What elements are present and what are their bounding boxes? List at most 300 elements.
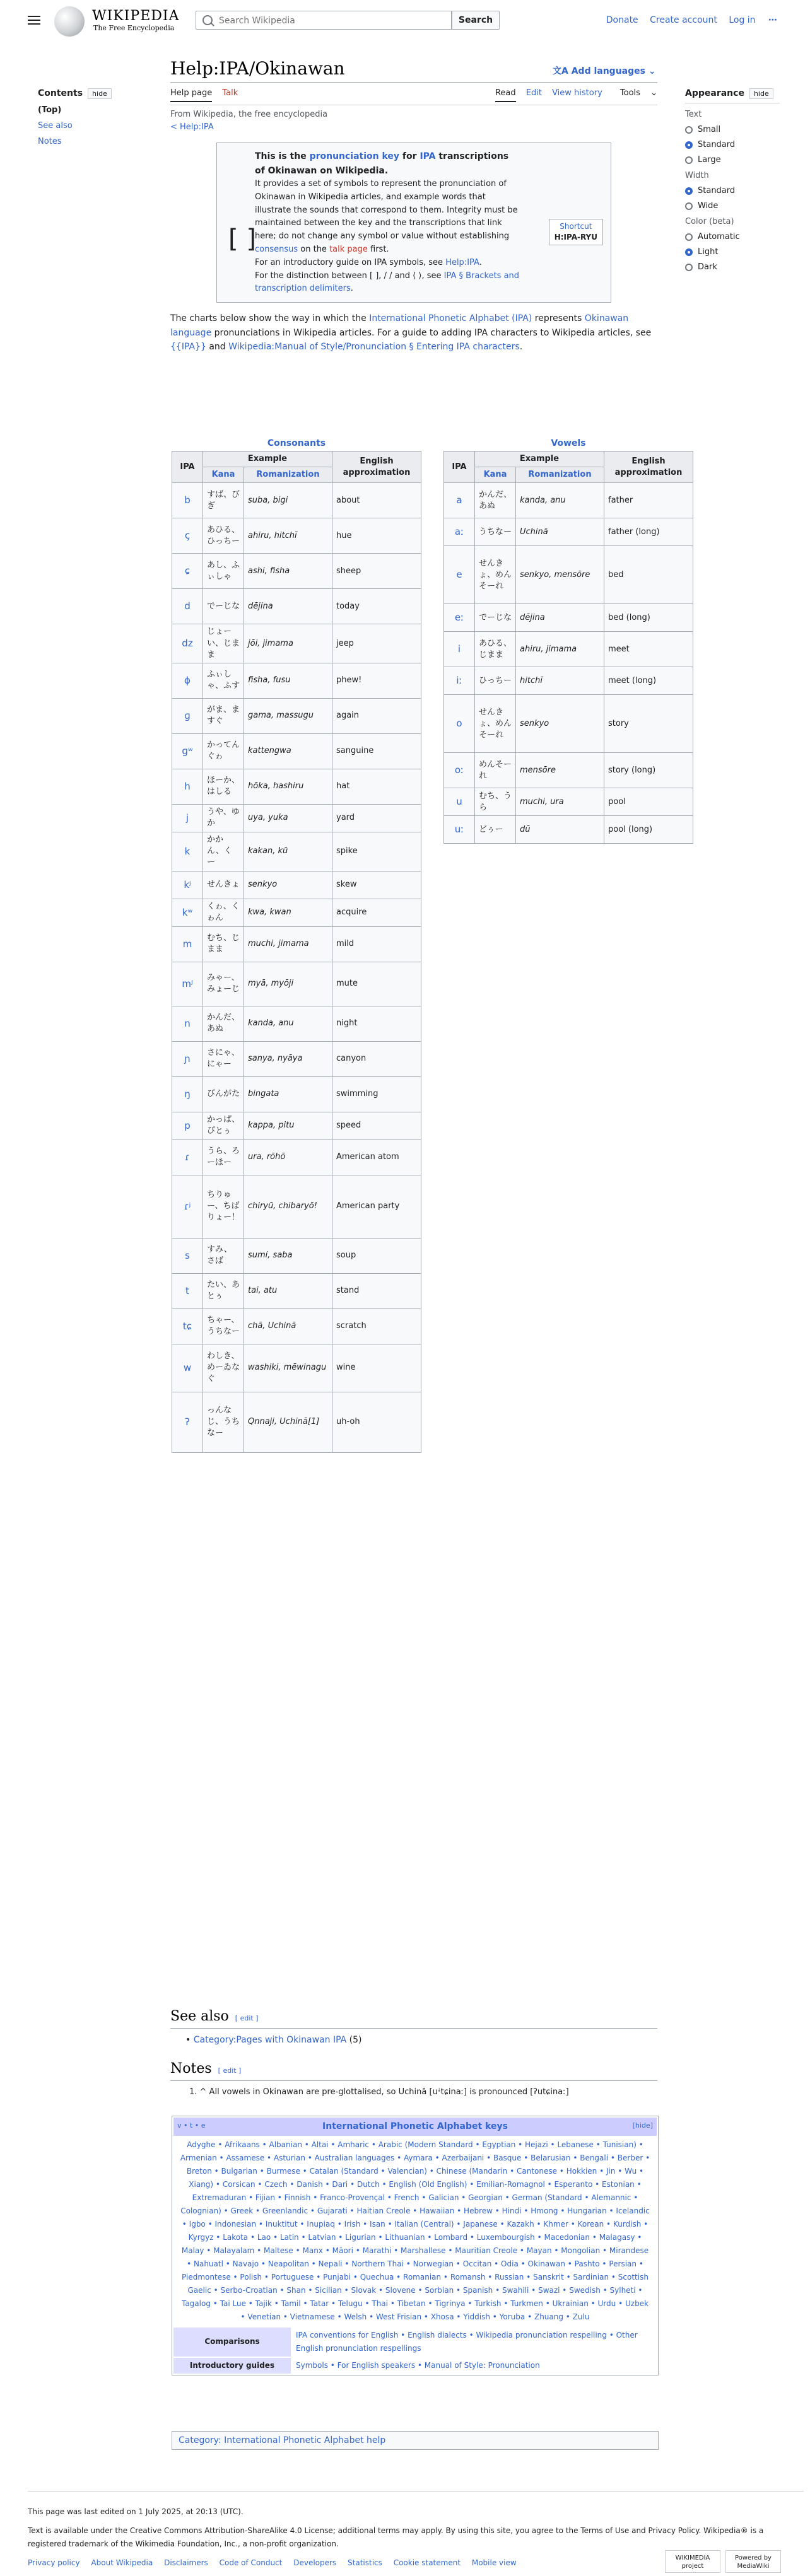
kana-cell: わしき、めーゐなぐ — [203, 1344, 244, 1392]
powered-by-mediawiki-badge[interactable]: Powered by MediaWiki — [725, 2550, 781, 2573]
key-intro-a: This is the — [255, 151, 310, 162]
english-approximation-cell: wine — [332, 1344, 421, 1392]
footer-link-mobile[interactable]: Mobile view — [471, 2558, 517, 2568]
kana-cell: せんきょ — [203, 871, 244, 899]
kana-cell: かんだ、あぬ — [475, 483, 516, 518]
romanization-cell: fisha, fusu — [244, 663, 332, 698]
romanization-cell: kwa, kwan — [244, 899, 332, 926]
create-account-link[interactable]: Create account — [650, 15, 717, 25]
table-row — [172, 483, 421, 518]
english-approximation-cell: speed — [332, 1112, 421, 1139]
col-ipa: IPA — [172, 452, 203, 483]
kana-cell: かんだ、あぬ — [203, 1006, 244, 1041]
ipa-symbol-link[interactable]: mʲ — [172, 962, 203, 1006]
tab-help-page[interactable]: Help page — [170, 88, 212, 102]
kana-cell: すば、びぎ — [203, 483, 244, 518]
kana-cell: うら、ろーほー — [203, 1139, 244, 1175]
toc-item-see-also[interactable]: See also — [38, 121, 73, 131]
tab-talk[interactable]: Talk — [222, 88, 238, 98]
radio-label: Standard — [698, 186, 736, 195]
category-ipa-help[interactable]: International Phonetic Alphabet help — [224, 2435, 386, 2445]
intro-paragraph — [170, 312, 657, 354]
chevron-down-icon: ⌄ — [645, 66, 656, 76]
ipa-symbol-link[interactable]: ɡ — [172, 698, 203, 733]
english-approximation-cell: bed (long) — [604, 604, 693, 632]
col-romanization[interactable]: Romanization — [244, 467, 332, 483]
key-on-the: on the — [298, 245, 330, 255]
kana-cell: あひる、じまま — [475, 632, 516, 667]
kana-cell: かってんぐゎ — [203, 733, 244, 769]
col-english: English approximation — [332, 452, 421, 483]
ipa-symbol-link[interactable]: ɾ — [172, 1139, 203, 1175]
english-approximation-cell: pool (long) — [604, 816, 693, 844]
romanization-cell: myā, myōji — [244, 962, 332, 1006]
kana-cell: あし、ふぃしゃ — [203, 554, 244, 589]
consonants-caption[interactable]: Consonants — [267, 438, 326, 448]
width-wide-radio[interactable] — [685, 201, 780, 211]
main-menu-icon[interactable] — [28, 14, 40, 25]
footer-link-conduct[interactable]: Code of Conduct — [219, 2558, 283, 2568]
ipa-symbol-link[interactable]: k — [172, 832, 203, 871]
english-approximation-cell: soup — [332, 1238, 421, 1273]
table-row — [172, 1392, 421, 1452]
text-large-radio[interactable] — [685, 155, 780, 165]
footer-link-statistics[interactable]: Statistics — [348, 2558, 382, 2568]
wikipedia-globe-logo[interactable] — [54, 6, 85, 37]
ipa-symbol-link[interactable]: oː — [444, 753, 475, 788]
table-row — [172, 554, 421, 589]
romanization-cell: kakan, kū — [244, 832, 332, 871]
guide-text: For an introductory guide on IPA symbols, see — [255, 257, 446, 267]
romanization-cell: dējina — [244, 589, 332, 624]
page-title: Help:IPA/Okinawan — [170, 58, 345, 79]
kana-cell: でーじな — [203, 589, 244, 624]
wikimedia-project-badge[interactable]: WIKIMEDIA project — [665, 2550, 720, 2573]
kana-cell: めんそーれ — [475, 753, 516, 788]
width-label: Width — [685, 171, 709, 180]
romanization-cell: kanda, anu — [516, 483, 604, 518]
navbox-vte-links[interactable]: v • t • e — [177, 2121, 206, 2130]
tools-label: Tools — [619, 88, 640, 98]
radio-label: Dark — [698, 262, 717, 272]
navbox-group-links[interactable]: Symbols • For English speakers • Manual of Style: Pronunciation — [291, 2358, 657, 2374]
kana-cell: みゃー、みょーじ — [203, 962, 244, 1006]
table-row — [172, 871, 421, 899]
okinawan-language-link[interactable]: Okinawan language — [170, 313, 629, 338]
navbox-title-bar — [173, 2118, 657, 2136]
romanization-cell: washiki, mēwinagu — [244, 1344, 332, 1392]
ipa-symbol-link[interactable]: d — [172, 589, 203, 624]
english-approximation-cell: scratch — [332, 1308, 421, 1344]
key-paragraph: It provides a set of symbols to represent the pronunciation of Okinawan in Wikipedia articles, and example words that illustrate the sounds that correspond to them. Integrity must be maintained between the key and the transcriptions that link here; do not change any symbol or value without establishing — [255, 179, 518, 242]
english-approximation-cell: meet (long) — [604, 667, 693, 695]
pronunciation-key-box: [ ] This is the pronunciation key for IPA transcriptions of Okinawan on Wikipedia. It provides a set of symbols to represent the pronunciation of Okinawan in Wikipedia articles, and example words that illustrate the sounds that correspond to them. Integrity must be maintained between the key and the transcriptions that link here; do not change any symbol or value without establishing consensus on the talk page first. For an introductory guide on IPA symbols, see Help:IPA. For the distinction between [ ], / / and ⟨ ⟩, see IPA § Brackets and transcription delimiters. Shortcut H:IPA-RYU — [216, 143, 611, 303]
radio-icon — [685, 202, 693, 210]
romanization-cell: ashi, fisha — [244, 554, 332, 589]
vowels-caption[interactable]: Vowels — [551, 438, 586, 448]
pronunciation-key-link[interactable]: pronunciation key — [309, 151, 400, 162]
ipa-symbol-link[interactable]: ŋ — [172, 1076, 203, 1112]
radio-icon — [685, 233, 693, 241]
see-also-heading: See also — [170, 2008, 229, 2024]
table-row — [172, 1139, 421, 1175]
romanization-cell: ahiru, hitchī — [244, 518, 332, 554]
table-row — [172, 733, 421, 769]
table-row — [172, 1273, 421, 1308]
kana-cell: ふぃしゃ、ふす — [203, 663, 244, 698]
english-approximation-cell: American party — [332, 1175, 421, 1238]
vowels-table — [443, 451, 693, 844]
personal-tools — [597, 15, 778, 25]
col-ipa: IPA — [444, 452, 475, 483]
romanization-cell: dū — [516, 816, 604, 844]
english-approximation-cell: father (long) — [604, 518, 693, 546]
ipa-symbol-link[interactable]: b — [172, 483, 203, 518]
toc-heading: Contents — [38, 88, 83, 98]
table-row — [172, 624, 421, 663]
page-footer — [28, 2491, 804, 2570]
english-approximation-cell: hue — [332, 518, 421, 554]
ipa-symbol-link[interactable]: ɸ — [172, 663, 203, 698]
add-languages-button[interactable] — [553, 64, 656, 77]
toc-item-notes[interactable]: Notes — [38, 137, 62, 146]
kana-cell: せんきょ、めんそーれ — [475, 695, 516, 753]
english-approximation-cell: meet — [604, 632, 693, 667]
kana-cell: さにゃ、にゃー — [203, 1041, 244, 1076]
table-of-contents — [38, 88, 112, 146]
table-row — [172, 589, 421, 624]
ipa-symbol-link[interactable]: uː — [444, 816, 475, 844]
kana-cell: たい、あとぅ — [203, 1273, 244, 1308]
radio-label: Light — [698, 247, 719, 257]
romanization-cell: jōi, jimama — [244, 624, 332, 663]
ipa-keys-navbox — [172, 2116, 659, 2375]
category-count: (5) — [346, 2035, 362, 2045]
english-approximation-cell: bed — [604, 546, 693, 604]
romanization-cell: bingata — [244, 1076, 332, 1112]
text-size-label: Text — [685, 110, 702, 119]
col-example: Example — [203, 452, 332, 467]
categories-label[interactable]: Category: — [179, 2435, 221, 2445]
category-box — [172, 2431, 659, 2450]
navbox-row-guides — [173, 2357, 657, 2374]
navbox-title[interactable]: International Phonetic Alphabet keys — [322, 2121, 508, 2131]
ipa-symbol-link[interactable]: ç — [172, 518, 203, 554]
kana-cell: じょーい、じまま — [203, 624, 244, 663]
ipa-symbol-link[interactable]: kʲ — [172, 871, 203, 899]
notes-edit-link[interactable]: [ edit ] — [218, 2066, 242, 2075]
more-options-icon[interactable]: ⋯ — [768, 15, 777, 25]
ipa-symbol-link[interactable]: kʷ — [172, 899, 203, 926]
table-row — [444, 816, 693, 844]
table-row — [172, 1344, 421, 1392]
navbox-group-label: Introductory guides — [173, 2358, 291, 2374]
color-automatic-radio[interactable] — [685, 232, 780, 242]
english-approximation-cell: swimming — [332, 1076, 421, 1112]
table-row — [172, 698, 421, 733]
title-divider — [170, 82, 657, 83]
radio-selected-icon — [685, 248, 693, 256]
ipa-symbol-link[interactable]: w — [172, 1344, 203, 1392]
romanization-cell: sumi, saba — [244, 1238, 332, 1273]
romanization-cell: hitchī — [516, 667, 604, 695]
romanization-cell: chā, Uchinā — [244, 1308, 332, 1344]
col-example: Example — [475, 452, 604, 467]
search-button[interactable]: Search — [452, 11, 500, 30]
donate-link[interactable]: Donate — [606, 15, 638, 25]
kana-cell: かかん、くー — [203, 832, 244, 871]
ipa-symbol-link[interactable]: iː — [444, 667, 475, 695]
ipa-symbol-link[interactable]: p — [172, 1112, 203, 1139]
table-row — [172, 1112, 421, 1139]
table-row — [444, 546, 693, 604]
tab-view-history[interactable]: View history — [552, 88, 602, 98]
ipa-symbol-link[interactable]: eː — [444, 604, 475, 632]
main-content — [170, 108, 657, 354]
romanization-cell: ura, rōhō — [244, 1139, 332, 1175]
english-approximation-cell: hat — [332, 769, 421, 804]
table-row — [172, 1175, 421, 1238]
english-approximation-cell: about — [332, 483, 421, 518]
okinawan-ipa-category-link[interactable]: Category:Pages with Okinawan IPA — [193, 2035, 347, 2045]
ipa-symbol-link[interactable]: s — [172, 1238, 203, 1273]
text-standard-radio[interactable] — [685, 140, 780, 149]
consensus-link[interactable]: consensus — [255, 245, 298, 255]
english-approximation-cell: stand — [332, 1273, 421, 1308]
search-box[interactable] — [196, 11, 452, 30]
navbox-hide-button[interactable]: [hide] — [632, 2121, 653, 2130]
section-divider — [170, 2080, 657, 2081]
col-kana[interactable]: Kana — [203, 467, 244, 483]
appearance-panel — [685, 88, 780, 277]
ipa-symbol-link[interactable]: i — [444, 632, 475, 667]
romanization-cell: dējina — [516, 604, 604, 632]
see-also-edit-link[interactable]: [ edit ] — [235, 2014, 259, 2022]
col-romanization[interactable]: Romanization — [516, 467, 604, 483]
table-row — [444, 695, 693, 753]
note-1: 1. ^ All vowels in Okinawan are pre-glottalised, so Uchinā [uꜜtɕinaː] is pronounced [ʔutɕinaː] — [189, 2087, 569, 2097]
intro-text: pronunciations in Wikipedia articles. For a guide to adding IPA characters to Wikipedia articles, see — [211, 327, 652, 338]
ipa-symbol-link[interactable]: ɲ — [172, 1041, 203, 1076]
romanization-cell: muchi, ura — [516, 788, 604, 816]
header-bar — [0, 0, 810, 40]
table-row — [172, 1041, 421, 1076]
ipa-link[interactable]: IPA — [420, 151, 436, 162]
english-approximation-cell: American atom — [332, 1139, 421, 1175]
add-languages-label: Add languages — [571, 66, 645, 76]
romanization-cell: muchi, jimama — [244, 926, 332, 962]
search-icon — [202, 15, 213, 25]
romanization-cell: senkyo — [516, 695, 604, 753]
romanization-cell: sanya, nyāya — [244, 1041, 332, 1076]
kana-cell: どぅー — [475, 816, 516, 844]
table-row — [444, 667, 693, 695]
ipa-symbol-link[interactable]: ɕ — [172, 554, 203, 589]
section-divider — [170, 2028, 657, 2029]
kana-cell: くゎ、くゎん — [203, 899, 244, 926]
table-row — [172, 926, 421, 962]
logo-tagline: The Free Encyclopedia — [93, 24, 175, 32]
romanization-cell: kappa, pitu — [244, 1112, 332, 1139]
ipa-symbol-link[interactable]: ʔ — [172, 1392, 203, 1452]
kana-cell: せんきょ、めんそーれ — [475, 546, 516, 604]
radio-label: Small — [698, 125, 721, 134]
table-row — [444, 604, 693, 632]
text-small-radio[interactable] — [685, 125, 780, 134]
radio-icon — [685, 156, 693, 164]
col-english: English approximation — [604, 452, 693, 483]
ipa-symbol-link[interactable]: a — [444, 483, 475, 518]
english-approximation-cell: night — [332, 1006, 421, 1041]
radio-icon — [685, 126, 693, 134]
color-light-radio[interactable] — [685, 247, 780, 257]
footer-link-privacy[interactable]: Privacy policy — [28, 2558, 80, 2568]
notes-section — [170, 2061, 657, 2097]
footer-link-cookies[interactable]: Cookie statement — [393, 2558, 461, 2568]
toc-hide-button[interactable]: hide — [88, 88, 112, 99]
romanization-cell: tai, atu — [244, 1273, 332, 1308]
kana-cell: むち、じまま — [203, 926, 244, 962]
ipa-symbol-link[interactable]: tɕ — [172, 1308, 203, 1344]
translate-icon: 文A — [553, 66, 572, 76]
english-approximation-cell: spike — [332, 832, 421, 871]
ipa-symbol-link[interactable]: n — [172, 1006, 203, 1041]
search-input[interactable] — [218, 14, 447, 28]
romanization-cell: ahiru, jimama — [516, 632, 604, 667]
parent-page-link[interactable]: < Help:IPA — [170, 122, 214, 132]
ipa-symbol-link[interactable]: dz — [172, 624, 203, 663]
key-first: first. — [367, 245, 389, 255]
table-row — [172, 832, 421, 871]
romanization-cell: Qnnaji, Uchinā[1] — [244, 1392, 332, 1452]
ipa-article-link[interactable]: International Phonetic Alphabet (IPA) — [369, 313, 532, 324]
kana-cell: びんがた — [203, 1076, 244, 1112]
table-row — [444, 788, 693, 816]
kana-cell: ひっちー — [475, 667, 516, 695]
color-label: Color (beta) — [685, 217, 734, 226]
radio-icon — [685, 264, 693, 271]
navbox-group-label: Comparisons — [173, 2328, 291, 2357]
romanization-cell: senkyo, mensōre — [516, 546, 604, 604]
romanization-cell: senkyo — [244, 871, 332, 899]
romanization-cell: kanda, anu — [244, 1006, 332, 1041]
kana-cell: がま、ますぐ — [203, 698, 244, 733]
tab-read[interactable]: Read — [495, 88, 516, 102]
romanization-cell: Uchinā — [516, 518, 604, 546]
english-approximation-cell: sanguine — [332, 733, 421, 769]
english-approximation-cell: story (long) — [604, 753, 693, 788]
english-approximation-cell: yard — [332, 804, 421, 832]
radio-label: Wide — [698, 201, 719, 211]
english-approximation-cell: mute — [332, 962, 421, 1006]
table-row — [172, 804, 421, 832]
ipa-symbol-link[interactable]: ɡʷ — [172, 733, 203, 769]
mos-pronunciation-link[interactable]: Wikipedia:Manual of Style/Pronunciation § Entering IPA characters — [228, 342, 520, 353]
radio-selected-icon — [685, 141, 693, 149]
footer-link-disclaimers[interactable]: Disclaimers — [164, 2558, 208, 2568]
appearance-hide-button[interactable]: hide — [749, 88, 773, 99]
table-row — [172, 1076, 421, 1112]
shortcut-value: H:IPA-RYU — [554, 233, 597, 242]
ipa-symbol-link[interactable]: m — [172, 926, 203, 962]
logo-wordmark[interactable]: WIKIPEDIA — [92, 8, 180, 24]
table-row — [172, 962, 421, 1006]
tab-edit[interactable]: Edit — [525, 88, 542, 98]
kana-cell: かっぱ、ぴとぅ — [203, 1112, 244, 1139]
romanization-cell: mensōre — [516, 753, 604, 788]
table-row — [444, 483, 693, 518]
table-row — [444, 753, 693, 788]
english-approximation-cell: canyon — [332, 1041, 421, 1076]
romanization-cell: gama, massugu — [244, 698, 332, 733]
footer-link-about[interactable]: About Wikipedia — [91, 2558, 153, 2568]
english-approximation-cell: pool — [604, 788, 693, 816]
kana-cell: うちなー — [475, 518, 516, 546]
english-approximation-cell: uh-oh — [332, 1392, 421, 1452]
toc-item-top[interactable]: (Top) — [38, 105, 62, 115]
ipa-template-link[interactable]: {{IPA}} — [170, 342, 206, 353]
ipa-symbol-link[interactable]: ɾʲ — [172, 1175, 203, 1238]
table-row — [172, 1308, 421, 1344]
brackets-delimiters-link[interactable]: IPA § Brackets and transcription delimiters — [255, 271, 520, 294]
width-standard-radio[interactable] — [685, 186, 780, 195]
table-row — [172, 769, 421, 804]
english-approximation-cell: story — [604, 695, 693, 753]
table-row — [172, 1238, 421, 1273]
kana-cell: ちりゅー、ちばりょー！ — [203, 1175, 244, 1238]
navbox-language-list[interactable]: Adyghe • Afrikaans • Albanian • Altai • Amharic • Arabic (Modern Standard • Egyptian • Hejazi • Lebanese • Tunisian) • Armenian • Assamese • Asturian • Australian languages • Aymara • Azerbaijani • Basque • Belarusian • Bengali • Berber • Breton • Bulgarian • Burmese • Catalan (Standard • Valencian) • Chinese (Mandarin • Cantonese • Hokkien • Jin • Wu • Xiang) • Corsican • Czech • Danish • Dari • Dutch • English (Old English) • Emilian-Romagnol • Esperanto • Estonian • Extremaduran • Fijian • Finnish • Franco-Provençal • French • Galician • Georgian • German (Standard • Alemannic • Colognian) • Greek • Greenlandic • Gujarati • Haitian Creole • Hawaiian • Hebrew • Hindi • Hmong • Hungarian • Icelandic • Igbo • Indonesian • Inuktitut • Inupiaq • Irish • Isan • Italian (Central) • Japanese • Kazakh • Khmer • Korean • Kurdish • Kyrgyz • Lakota • Lao • Latin • Latvian • Ligurian • Lithuanian • Lombard • Luxembourgish • Macedonian • Malagasy • Malay • Malayalam • Maltese • Manx • Māori • Marathi • Marshallese • Mauritian Creole • Mayan • Mongolian • Mirandese • Nahuatl • Navajo • Neapolitan • Nepali • Northern Thai • Norwegian • Occitan • Odia • Okinawan • Pashto • Persian • Piedmontese • Polish • Portuguese • Punjabi • Quechua • Romanian • Romansh • Russian • Sanskrit • Sardinian • Scottish Gaelic • Serbo-Croatian • Shan • Sicilian • Slovak • Slovene • Sorbian • Spanish • Swahili • Swazi • Swedish • Sylheti • Tagalog • Tai Lue • Tajik • Tamil • Tatar • Telugu • Thai • Tibetan • Tigrinya • Turkish • Turkmen • Ukrainian • Urdu • Uzbek • Venetian • Vietnamese • Welsh • West Frisian • Xhosa • Yiddish • Yoruba • Zhuang • Zulu — [180, 2140, 650, 2321]
navbox-group-links[interactable]: IPA conventions for English • English dialects • Wikipedia pronunciation respelling • Other English pronunciation respellings — [291, 2328, 657, 2357]
log-in-link[interactable]: Log in — [729, 15, 756, 25]
english-approximation-cell: phew! — [332, 663, 421, 698]
key-intro-e: transcriptions of Okinawan on Wikipedia. — [255, 151, 509, 176]
color-dark-radio[interactable] — [685, 262, 780, 272]
table-row — [172, 518, 421, 554]
intro-text: represents — [532, 313, 585, 324]
romanization-cell: uya, yuka — [244, 804, 332, 832]
ipa-symbol-link[interactable]: aː — [444, 518, 475, 546]
intro-text: . — [519, 342, 523, 353]
ipa-symbol-link[interactable]: u — [444, 788, 475, 816]
footer-link-developers[interactable]: Developers — [293, 2558, 337, 2568]
english-approximation-cell: skew — [332, 871, 421, 899]
romanization-cell: kattengwa — [244, 733, 332, 769]
radio-label: Standard — [698, 140, 736, 149]
ipa-symbol-link[interactable]: h — [172, 769, 203, 804]
ipa-symbol-link[interactable]: e — [444, 546, 475, 604]
table-row — [172, 899, 421, 926]
table-row — [172, 663, 421, 698]
col-kana[interactable]: Kana — [475, 467, 516, 483]
help-ipa-link[interactable]: Help:IPA — [445, 257, 479, 267]
english-approximation-cell: acquire — [332, 899, 421, 926]
kana-cell: でーじな — [475, 604, 516, 632]
radio-label: Automatic — [698, 232, 740, 242]
navbox-row-comparisons — [173, 2326, 657, 2357]
distinction-text: For the distinction between [ ], / / and ⟨ ⟩, see — [255, 271, 444, 281]
shortcut-label[interactable]: Shortcut — [560, 222, 592, 231]
table-row — [172, 1006, 421, 1041]
ipa-symbol-link[interactable]: t — [172, 1273, 203, 1308]
last-edited: This page was last edited on 1 July 2025, at 20:13 (UTC). — [28, 2507, 244, 2516]
ipa-symbol-link[interactable]: j — [172, 804, 203, 832]
appearance-heading: Appearance — [685, 88, 744, 98]
shortcut-box — [549, 219, 603, 245]
english-approximation-cell: jeep — [332, 624, 421, 663]
ipa-symbol-link[interactable]: o — [444, 695, 475, 753]
talk-page-link[interactable]: talk page — [329, 245, 368, 255]
tools-menu[interactable] — [613, 88, 657, 98]
